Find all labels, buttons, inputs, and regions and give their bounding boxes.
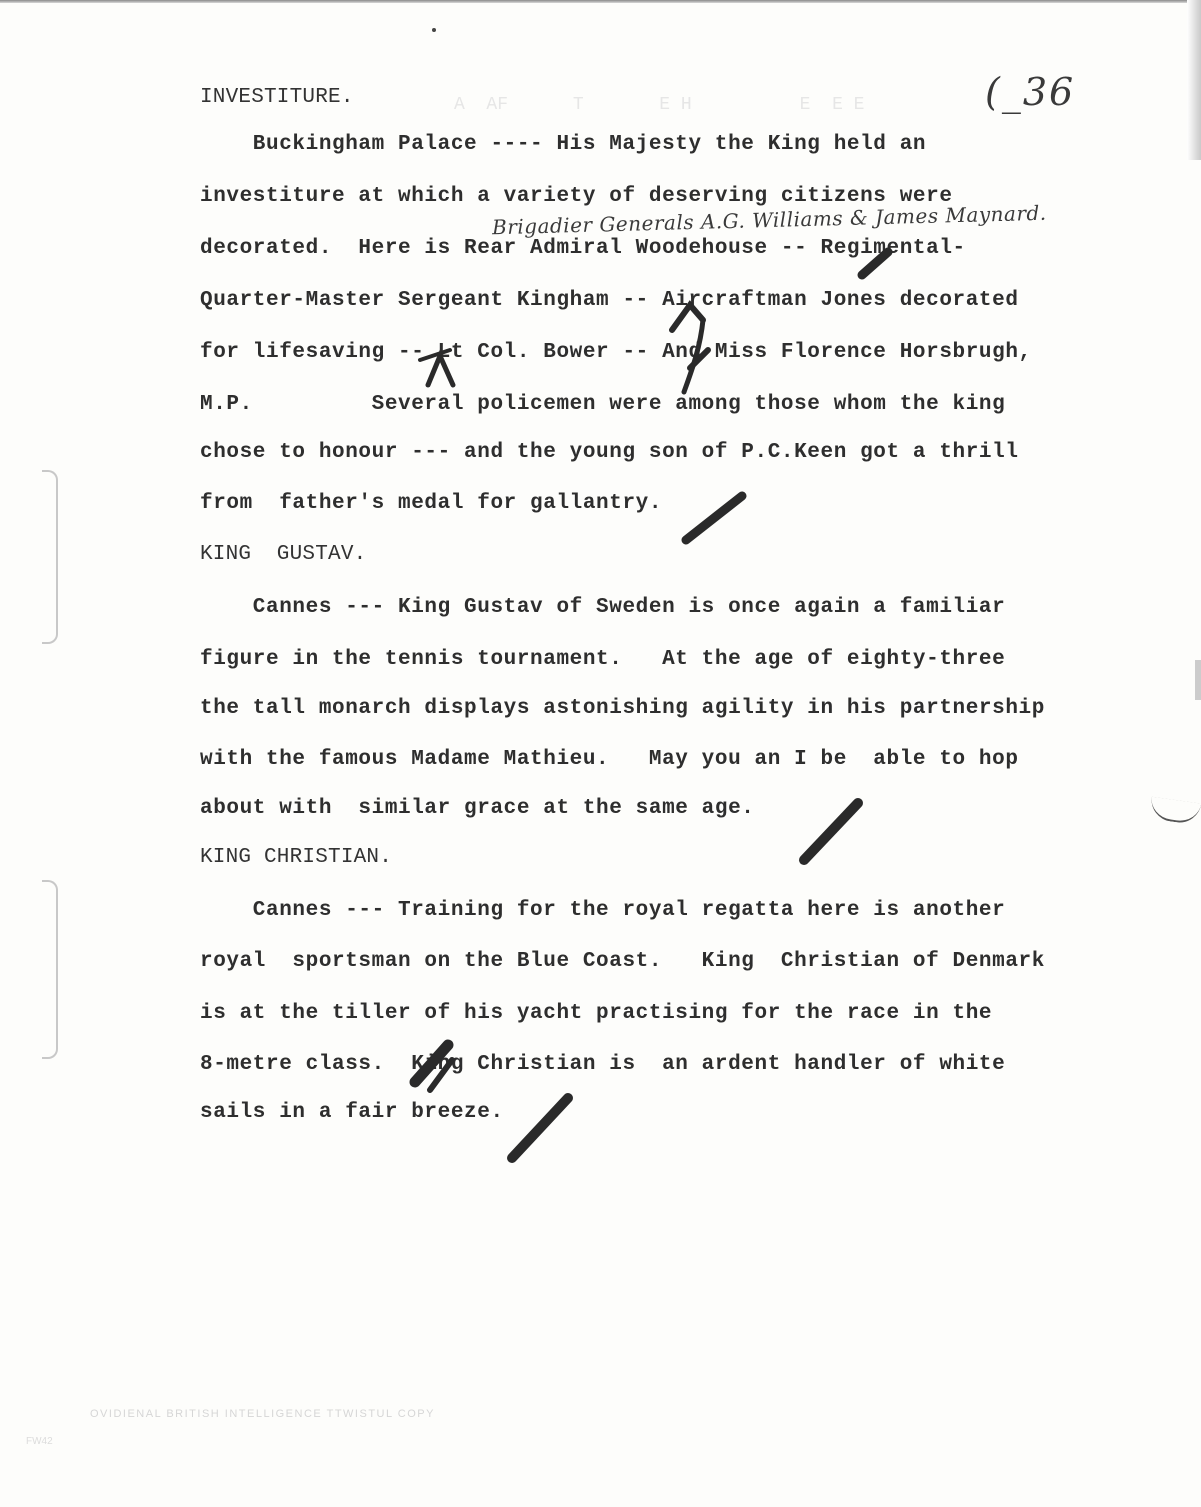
investiture-line-8: from father's medal for gallantry.	[200, 492, 663, 515]
investiture-line-4: Quarter-Master Sergeant Kingham -- Aircraftman Jones decorated	[200, 289, 1019, 312]
gustav-line-1: Cannes --- King Gustav of Sweden is once again a familiar	[200, 596, 1006, 619]
gustav-line-4: with the famous Madame Mathieu. May you an I be able to hop	[200, 748, 1019, 771]
ink-dot	[432, 28, 436, 32]
christian-line-3: is at the tiller of his yacht practising for the race in the	[200, 1002, 993, 1025]
gustav-line-3: the tall monarch displays astonishing agility in his partnership	[200, 697, 1045, 720]
punch-hole-upper	[42, 470, 58, 644]
scan-top-edge	[0, 0, 1201, 3]
christian-line-5: sails in a fair breeze.	[200, 1101, 504, 1124]
scan-right-edge	[1187, 0, 1201, 160]
investiture-line-3: decorated. Here is Rear Admiral Woodehouse -- Regimental-	[200, 237, 966, 260]
handwritten-page-number: (_36	[985, 70, 1076, 114]
heading-king-christian: KING CHRISTIAN.	[200, 846, 393, 869]
footer-code: FW42	[26, 1436, 53, 1447]
christian-line-4: 8-metre class. King Christian is an ardent handler of white	[200, 1053, 1006, 1076]
pencil-slash-age	[804, 803, 858, 860]
handwritten-insert: Brigadier Generals A.G. Williams & James Maynard.	[491, 200, 1047, 240]
gustav-line-2: figure in the tennis tournament. At the age of eighty-three	[200, 648, 1006, 671]
gustav-line-5: about with similar grace at the same age.	[200, 797, 755, 820]
investiture-line-1: Buckingham Palace ---- His Majesty the King held an	[200, 133, 927, 156]
punch-hole-lower	[42, 880, 58, 1059]
heading-king-gustav: KING GUSTAV.	[200, 543, 367, 566]
footer-stamp: OVIDIENAL BRITISH INTELLIGENCE TTWISTUL COPY	[90, 1408, 435, 1420]
heading-investiture: INVESTITURE.	[200, 86, 354, 109]
investiture-line-7: chose to honour --- and the young son of P.C.Keen got a thrill	[200, 441, 1019, 464]
christian-line-1: Cannes --- Training for the royal regatta here is another	[200, 899, 1006, 922]
investiture-line-6: M.P. Several policemen were among those whom the king	[200, 393, 1006, 416]
christian-line-2: royal sportsman on the Blue Coast. King Christian of Denmark	[200, 950, 1045, 973]
pencil-slash-gallantry	[686, 496, 742, 540]
margin-pencil-stroke	[1149, 797, 1201, 826]
pencil-slash-breeze	[512, 1098, 568, 1158]
page-edge-tab	[1195, 660, 1201, 700]
investiture-line-5: for lifesaving -- Lt Col. Bower -- And Miss Florence Horsbrugh,	[200, 341, 1032, 364]
investiture-line-2: investiture at which a variety of deserving citizens were	[200, 185, 953, 208]
faint-bleed-through-text: A AF T E H E E E	[400, 95, 865, 115]
